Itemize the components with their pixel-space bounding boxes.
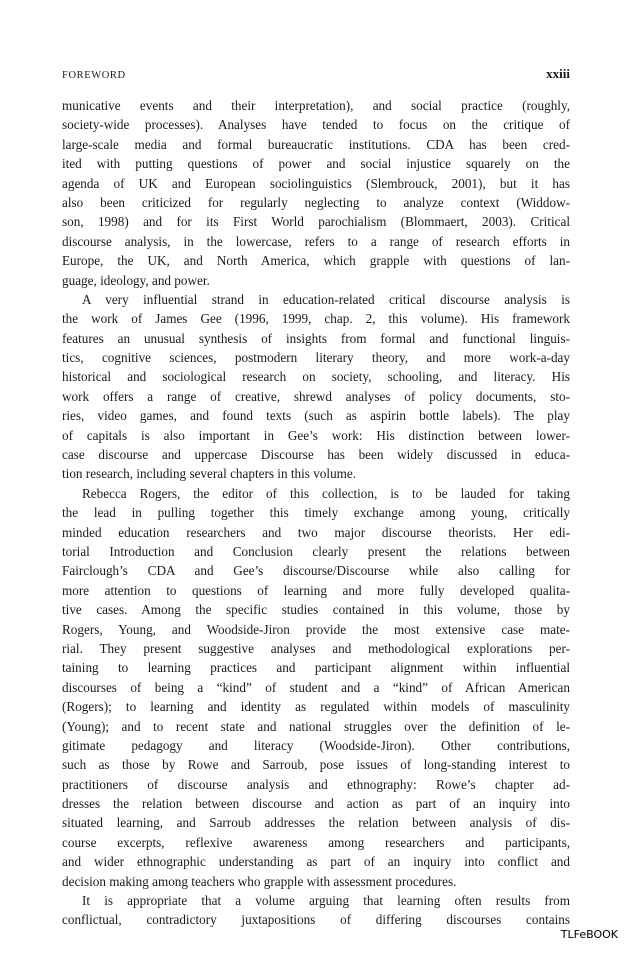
running-head: FOREWORD: [62, 70, 126, 81]
text-line: taining to learning practices and participant alignment within influential: [62, 660, 570, 676]
text-line: such as those by Rowe and Sarroub, pose issues of long-standing interest to: [62, 757, 570, 773]
text-line: also been criticized for regularly neglecting to analyze context (Widdow-: [62, 194, 570, 210]
text-line: minded education researchers and two major discourse theorists. Her edi-: [62, 524, 570, 540]
text-line: situated learning, and Sarroub addresses the relation between analysis of dis-: [62, 815, 570, 831]
text-line: discourses of being a “kind” of student and a “kind” of African American: [62, 679, 570, 695]
text-line: dresses the relation between discourse and action as part of an inquiry into: [62, 796, 570, 812]
text-line: tion research, including several chapters in this volume.: [62, 466, 357, 482]
text-line: ited with putting questions of power and social injustice squarely on the: [62, 156, 570, 172]
text-line: Europe, the UK, and North America, which grapple with questions of lan-: [62, 253, 570, 269]
text-line: society-wide processes). Analyses have tended to focus on the critique of: [62, 117, 570, 133]
text-line: torial Introduction and Conclusion clearly present the relations between: [62, 543, 570, 559]
paragraph-first-line: Rebecca Rogers, the editor of this collection, is to be lauded for taking: [82, 485, 570, 501]
page-number: xxiii: [546, 66, 570, 81]
page-header: [62, 66, 570, 82]
text-line: work offers a range of creative, shrewd analyses of policy documents, sto-: [62, 388, 570, 404]
text-line: features an unusual synthesis of insights from formal and functional linguis-: [62, 330, 570, 346]
text-line: guage, ideology, and power.: [62, 272, 210, 288]
paragraph-first-line: A very influential strand in education-related critical discourse analysis is: [82, 291, 570, 307]
text-line: (Young); and to recent state and national struggles over the definition of le-: [62, 718, 570, 734]
text-line: discourse analysis, in the lowercase, refers to a range of research efforts in: [62, 233, 570, 249]
text-line: ries, video games, and found texts (such as aspirin bottle labels). The play: [62, 408, 570, 424]
text-line: case discourse and uppercase Discourse has been widely discussed in educa-: [62, 447, 570, 463]
text-line: gitimate pedagogy and literacy (Woodside-Jiron). Other contributions,: [62, 737, 570, 753]
text-line: (Rogers); to learning and identity as regulated within models of masculinity: [62, 699, 570, 715]
text-line: rial. They present suggestive analyses and methodological explorations per-: [62, 640, 570, 656]
text-line: more attention to questions of learning and more fully developed qualita-: [62, 582, 570, 598]
text-line: the work of James Gee (1996, 1999, chap. 2, this volume). His framework: [62, 311, 570, 327]
text-line: Fairclough’s CDA and Gee’s discourse/Discourse while also calling for: [62, 563, 570, 579]
text-line: large-scale media and formal bureaucratic institutions. CDA has been cred-: [62, 136, 570, 152]
text-line: agenda of UK and European sociolinguistics (Slembrouck, 2001), but it has: [62, 175, 570, 191]
text-line: tics, cognitive sciences, postmodern literary theory, and more work-a-day: [62, 350, 570, 366]
text-line: conflictual, contradictory juxtapositions of differing discourses contains: [62, 912, 570, 928]
watermark: TLFeBOOK: [560, 928, 618, 941]
text-line: practitioners of discourse analysis and ethnography: Rowe’s chapter ad-: [62, 776, 570, 792]
text-line: course excerpts, reflexive awareness among researchers and participants,: [62, 834, 570, 850]
text-line: Rogers, Young, and Woodside-Jiron provide the most extensive case mate-: [62, 621, 570, 637]
text-line: of capitals is also important in Gee’s work: His distinction between lower-: [62, 427, 570, 443]
text-line: tive cases. Among the specific studies contained in this volume, those by: [62, 602, 570, 618]
text-line: decision making among teachers who grapple with assessment procedures.: [62, 873, 457, 889]
text-line: historical and sociological research on society, schooling, and literacy. His: [62, 369, 570, 385]
text-line: and wider ethnographic understanding as part of an inquiry into conflict and: [62, 854, 570, 870]
text-line: son, 1998) and for its First World parochialism (Blommaert, 2003). Critical: [62, 214, 570, 230]
paragraph-first-line: It is appropriate that a volume arguing that learning often results from: [82, 893, 570, 909]
body-text: [62, 96, 570, 930]
text-line: the lead in pulling together this timely exchange among young, critically: [62, 505, 570, 521]
text-line: municative events and their interpretation), and social practice (roughly,: [62, 98, 570, 113]
